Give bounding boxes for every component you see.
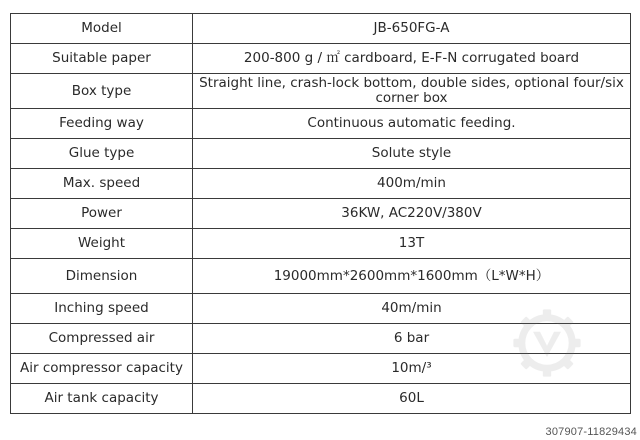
table-row bbox=[11, 199, 631, 229]
row-label: Air tank capacity bbox=[11, 384, 193, 414]
table-row bbox=[11, 229, 631, 259]
row-label: Model bbox=[11, 14, 193, 44]
table-row bbox=[11, 384, 631, 414]
row-label: Dimension bbox=[11, 259, 193, 294]
row-value: 6 bar bbox=[193, 324, 631, 354]
table-row bbox=[11, 169, 631, 199]
row-value: Straight line, crash-lock bottom, double sides, optional four/six corner box bbox=[193, 74, 631, 109]
table-row bbox=[11, 44, 631, 74]
row-label: Air compressor capacity bbox=[11, 354, 193, 384]
row-value: 19000mm*2600mm*1600mm（L*W*H） bbox=[193, 259, 631, 294]
row-value: 200-800 g / ㎡ cardboard, E-F-N corrugated board bbox=[193, 44, 631, 74]
row-label: Weight bbox=[11, 229, 193, 259]
row-label: Compressed air bbox=[11, 324, 193, 354]
row-value: JB-650FG-A bbox=[193, 14, 631, 44]
row-label: Max. speed bbox=[11, 169, 193, 199]
gear-logo-icon bbox=[512, 308, 582, 378]
table-row bbox=[11, 14, 631, 44]
table-row bbox=[11, 109, 631, 139]
row-value: 60L bbox=[193, 384, 631, 414]
row-label: Inching speed bbox=[11, 294, 193, 324]
row-value: 13T bbox=[193, 229, 631, 259]
row-label: Box type bbox=[11, 74, 193, 109]
row-value: Solute style bbox=[193, 139, 631, 169]
table-row bbox=[11, 139, 631, 169]
row-value: 40m/min bbox=[193, 294, 631, 324]
table-row bbox=[11, 74, 631, 109]
row-value: 10m/³ bbox=[193, 354, 631, 384]
row-label: Glue type bbox=[11, 139, 193, 169]
table-row bbox=[11, 259, 631, 294]
row-label: Power bbox=[11, 199, 193, 229]
image-id-label: 307907-11829434 bbox=[545, 426, 637, 438]
row-value: 36KW, AC220V/380V bbox=[193, 199, 631, 229]
row-label: Suitable paper bbox=[11, 44, 193, 74]
row-value: Continuous automatic feeding. bbox=[193, 109, 631, 139]
row-label: Feeding way bbox=[11, 109, 193, 139]
row-value: 400m/min bbox=[193, 169, 631, 199]
